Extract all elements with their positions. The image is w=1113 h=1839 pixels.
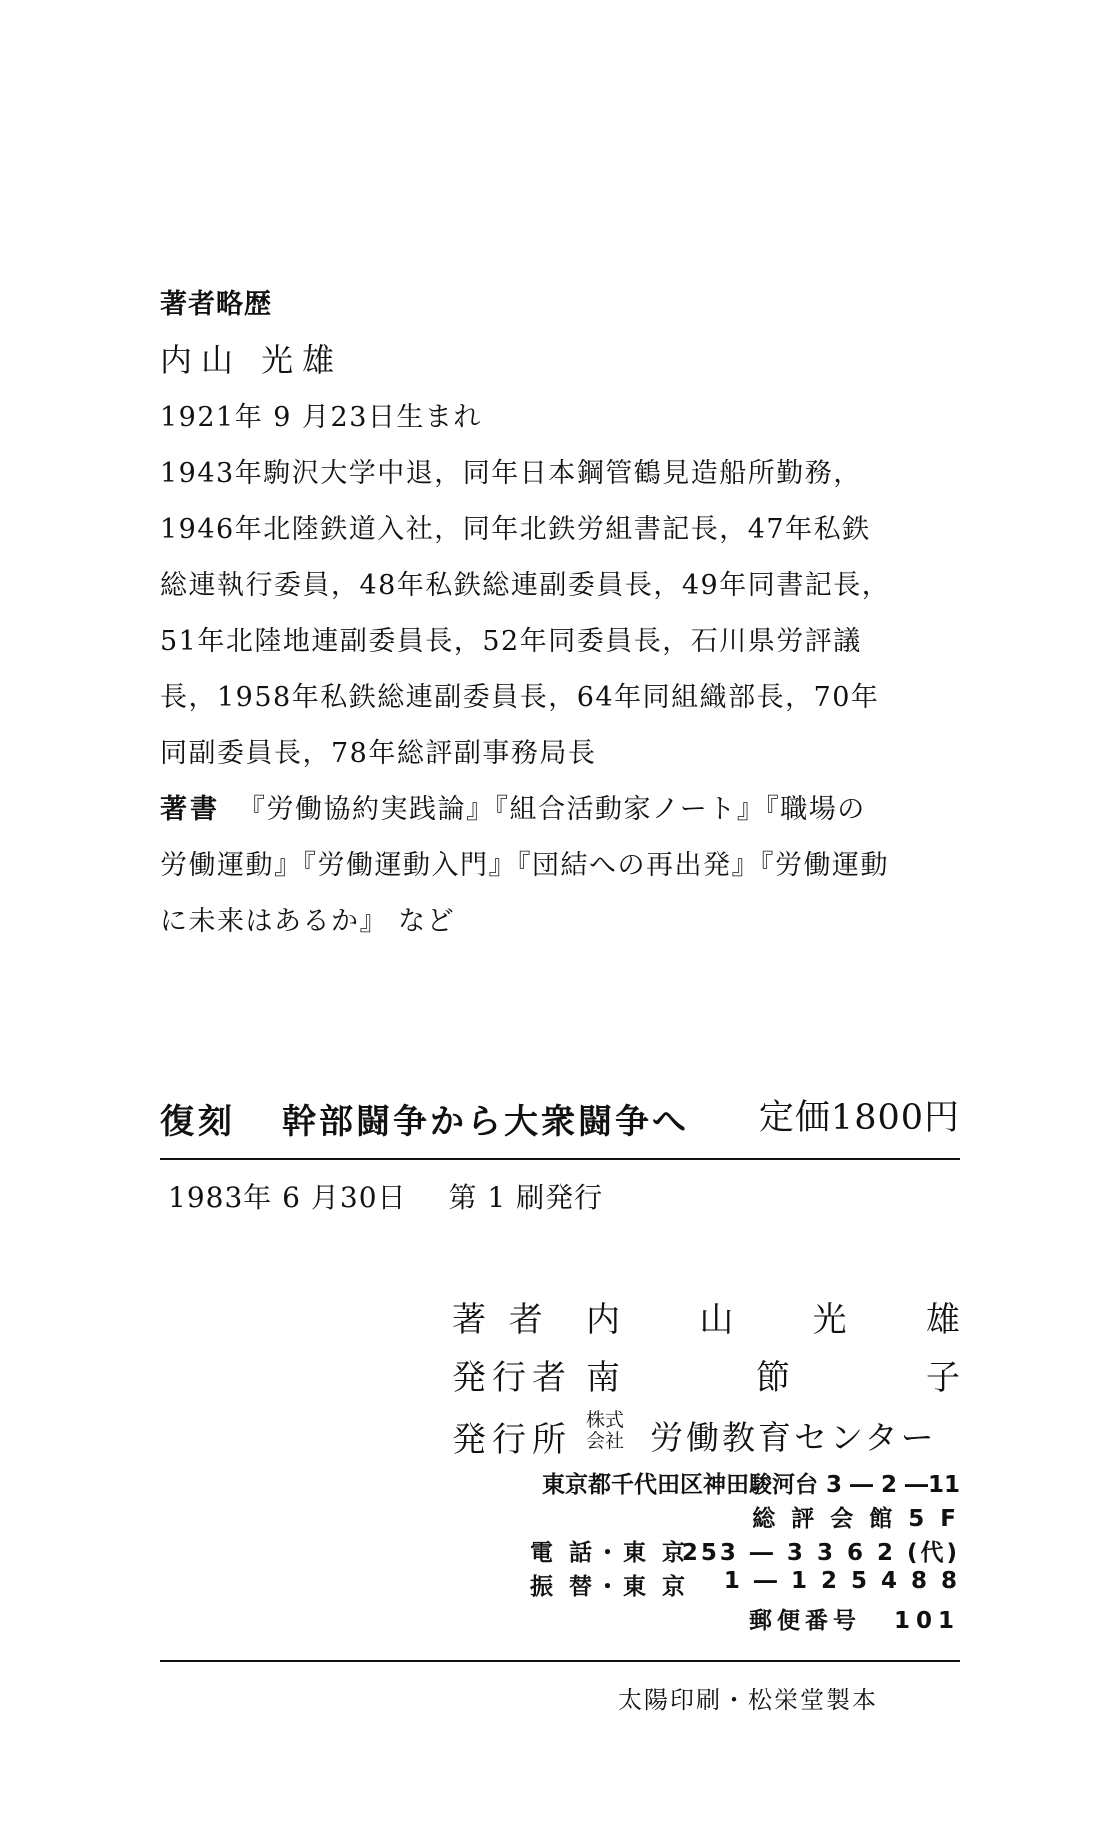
books-line: 労働運動』『労働運動入門』『団結への再出発』『労働運動 bbox=[160, 850, 889, 881]
books-line: に未来はあるか』 など bbox=[160, 906, 456, 937]
transfer-value: 1 ― 1 2 5 4 8 8 bbox=[723, 1568, 960, 1594]
address-line: 東京都千代田区神田駿河台 3 ― 2 ―11 bbox=[541, 1472, 960, 1498]
book-price: 定価1800円 bbox=[758, 1098, 960, 1138]
name-char: 節 bbox=[756, 1358, 790, 1398]
issue-info bbox=[168, 1176, 603, 1216]
divider-rule bbox=[160, 1158, 960, 1160]
author-label: 著 者 bbox=[452, 1300, 549, 1340]
phone-label: 電 話・東 京 bbox=[530, 1540, 690, 1566]
author-name: 内山 光雄 bbox=[160, 341, 344, 379]
publisher-name: 労働教育センター bbox=[650, 1418, 937, 1457]
name-char: 内 bbox=[586, 1300, 620, 1340]
printer-info: 太陽印刷・松栄堂製本 bbox=[618, 1686, 878, 1714]
biography-text bbox=[160, 390, 960, 950]
postal-code bbox=[749, 1602, 960, 1635]
biography-heading: 著者略歴 bbox=[160, 289, 272, 320]
biography-line: 1943年駒沢大学中退，同年日本鋼管鶴見造船所勤務， bbox=[160, 458, 862, 489]
divider-rule bbox=[160, 1660, 960, 1662]
author-credit bbox=[452, 1292, 960, 1344]
postal-value: 101 bbox=[893, 1608, 960, 1634]
book-title: 幹部闘争から大衆闘争へ bbox=[282, 1102, 689, 1142]
biography-line: 総連執行委員，48年私鉄総連副委員長，49年同書記長， bbox=[160, 570, 891, 601]
author-credit-name bbox=[586, 1292, 960, 1341]
name-char: 山 bbox=[699, 1300, 734, 1340]
biography-line: 1921年 9 月23日生まれ bbox=[160, 402, 482, 433]
biography-line: 1946年北陸鉄道入社，同年北鉄労組書記長，47年私鉄 bbox=[160, 514, 871, 545]
name-char: 南 bbox=[586, 1358, 620, 1398]
postal-row bbox=[530, 1602, 960, 1634]
issue-edition: 第 1 刷発行 bbox=[448, 1181, 604, 1214]
corporation-mark-bottom: 会社 bbox=[585, 1430, 624, 1452]
books-line bbox=[160, 782, 960, 838]
name-char: 雄 bbox=[925, 1300, 960, 1340]
name-char: 子 bbox=[926, 1358, 960, 1398]
books-text: 『労働協約実践論』『組合活動家ノート』『職場の bbox=[238, 794, 866, 825]
issuer-label: 発行者 bbox=[452, 1358, 572, 1398]
corporation-mark bbox=[582, 1410, 628, 1452]
postal-label: 郵便番号 bbox=[748, 1608, 861, 1634]
biography-line: 長，1958年私鉄総連副委員長，64年同組織部長，70年 bbox=[160, 682, 880, 713]
name-char: 光 bbox=[812, 1300, 847, 1340]
publisher-label: 発行所 bbox=[452, 1420, 572, 1460]
corporation-mark-top: 株式 bbox=[585, 1409, 624, 1431]
phone-row bbox=[530, 1534, 960, 1566]
author-biography bbox=[160, 288, 960, 950]
issuer-credit-name bbox=[586, 1350, 960, 1399]
address-building: 総 評 会 館 5 F bbox=[752, 1506, 960, 1532]
transfer-row bbox=[530, 1568, 960, 1600]
biography-line: 51年北陸地連副委員長，52年同委員長，石川県労評議 bbox=[160, 626, 862, 657]
transfer-label: 振 替・東 京 bbox=[530, 1574, 690, 1600]
books-label: 著書 bbox=[160, 794, 220, 825]
issue-date: 1983年 6 月30日 bbox=[168, 1181, 407, 1214]
book-title-row bbox=[160, 1088, 960, 1144]
phone-value: 253 ― 3 3 6 2 (代) bbox=[681, 1540, 960, 1566]
reprint-label: 復刻 bbox=[160, 1102, 236, 1142]
biography-line: 同副委員長，78年総評副事務局長 bbox=[160, 738, 597, 769]
issuer-credit bbox=[452, 1350, 960, 1402]
publisher-credit bbox=[452, 1409, 960, 1464]
